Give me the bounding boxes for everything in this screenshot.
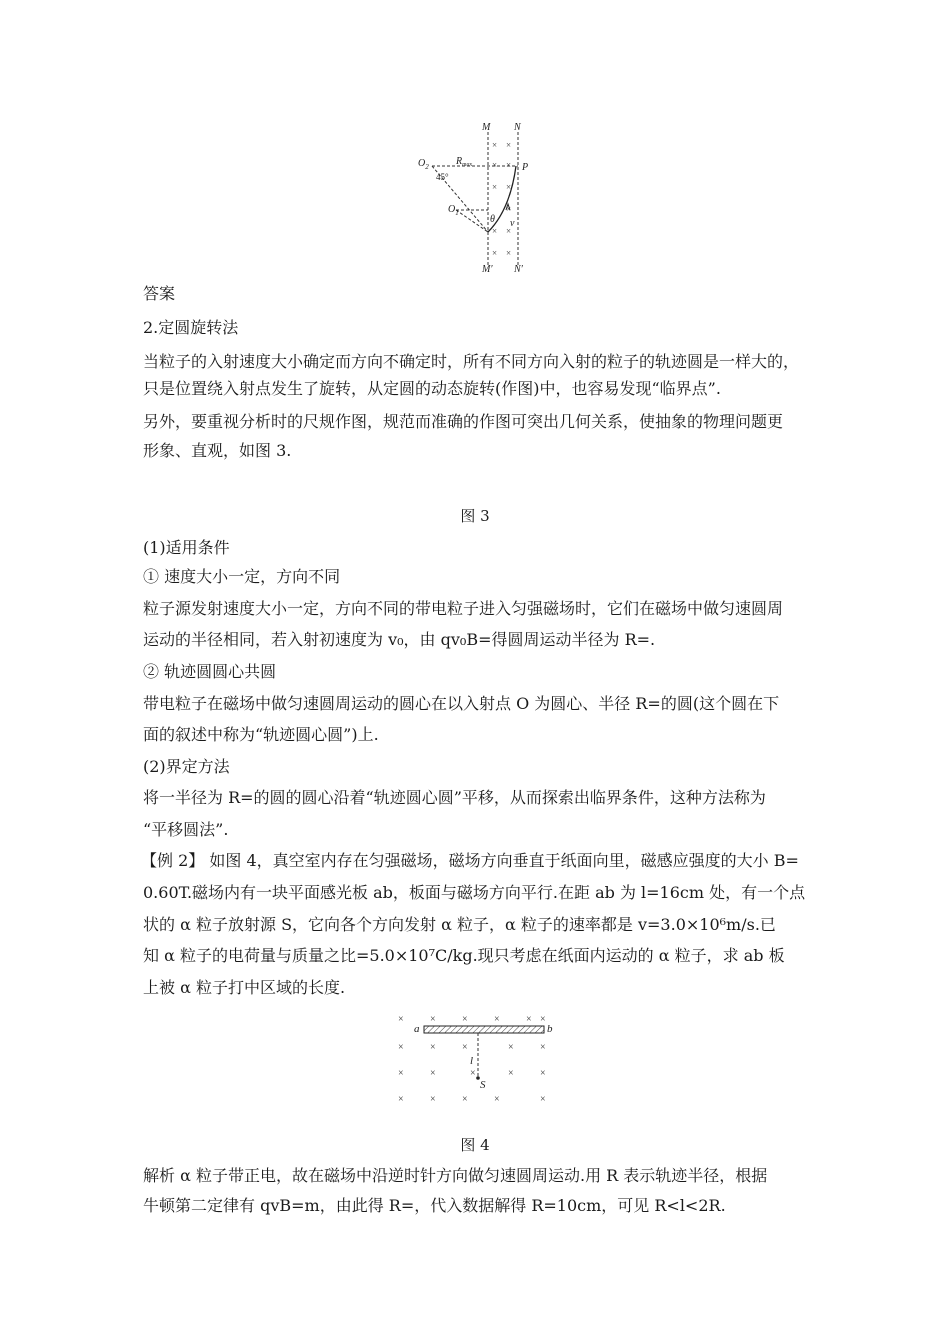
svg-text:×: × (508, 1068, 514, 1079)
svg-text:×: × (462, 1014, 468, 1025)
label-S: S (480, 1079, 486, 1091)
label-b: b (547, 1023, 553, 1035)
example-line: 0.60T.磁场内有一块平面感光板 ab，板面与磁场方向平行.在距 ab 为 l=16cm 处，有一个点 (143, 883, 806, 902)
label-l: l (470, 1055, 474, 1067)
svg-text:×: × (540, 1042, 546, 1053)
svg-text:×: × (492, 160, 498, 170)
paragraph-line: 粒子源发射速度大小一定，方向不同的带电粒子进入匀强磁场时，它们在磁场中做匀速圆周 (143, 599, 784, 618)
svg-text:×: × (494, 1094, 500, 1105)
svg-text:×: × (492, 140, 498, 150)
svg-text:×: × (492, 182, 498, 192)
label-theta: θ (490, 214, 495, 225)
svg-text:×: × (494, 1014, 500, 1025)
svg-text:×: × (398, 1042, 404, 1053)
svg-text:×: × (540, 1094, 546, 1105)
label-Nprime: N′ (514, 264, 523, 275)
svg-text:×: × (506, 182, 512, 192)
label-Rmax: $R_{max}$ (456, 156, 473, 168)
svg-text:×: × (430, 1094, 436, 1105)
paragraph-line: “平移圆法”. (143, 820, 229, 839)
paragraph-line: 另外，要重视分析时的尺规作图，规范而准确的作图可突出几何关系，使抽象的物理问题更 (143, 412, 784, 431)
svg-text:×: × (540, 1014, 546, 1025)
section-heading: 2.定圆旋转法 (143, 318, 239, 337)
example-line: 上被 α 粒子打中区域的长度. (143, 978, 346, 997)
svg-text:×: × (506, 226, 512, 236)
label-P: P (522, 162, 529, 173)
label-a: a (414, 1023, 420, 1035)
svg-text:×: × (398, 1094, 404, 1105)
condition-1: ① 速度大小一定，方向不同 (143, 567, 341, 586)
label-O2: $O_2$ (418, 158, 429, 171)
svg-text:×: × (506, 160, 512, 170)
paragraph-line: 面的叙述中称为“轨迹圆心圆”)上. (143, 725, 379, 744)
svg-text:×: × (492, 226, 498, 236)
label-O1: $O_1$ (448, 204, 459, 217)
svg-text:×: × (430, 1042, 436, 1053)
svg-text:×: × (540, 1068, 546, 1079)
paragraph-line: 当粒子的入射速度大小确定而方向不确定时，所有不同方向入射的粒子的轨迹圆是一样大的， (143, 352, 800, 371)
svg-text:×: × (398, 1014, 404, 1025)
svg-text:×: × (398, 1068, 404, 1079)
svg-text:×: × (430, 1014, 436, 1025)
paragraph-line: 只是位置绕入射点发生了旋转，从定圆的动态旋转(作图)中，也容易发现“临界点”. (143, 379, 721, 398)
solution-line: 牛顿第二定律有 qvB=m，由此得 R=，代入数据解得 R=10cm，可见 R<l<2R. (143, 1196, 726, 1215)
svg-text:×: × (462, 1094, 468, 1105)
condition-2: ② 轨迹圆圆心共圆 (143, 662, 277, 681)
label-45deg: 45° (436, 172, 449, 182)
answer-label: 答案 (143, 284, 176, 303)
condition-title: (1)适用条件 (143, 538, 230, 557)
figure-4-caption: 图 4 (460, 1136, 490, 1154)
svg-text:×: × (506, 204, 512, 214)
svg-text:×: × (492, 248, 498, 258)
label-M: M (482, 122, 491, 133)
svg-text:×: × (506, 248, 512, 258)
svg-text:×: × (508, 1042, 514, 1053)
paragraph-line: 将一半径为 R=的圆的圆心沿着“轨迹圆心圆”平移，从而探索出临界条件，这种方法称为 (143, 788, 766, 807)
figure-3-caption: 图 3 (460, 507, 490, 525)
svg-text:×: × (526, 1014, 532, 1025)
svg-text:×: × (506, 140, 512, 150)
svg-text:×: × (462, 1042, 468, 1053)
example-line: 状的 α 粒子放射源 S，它向各个方向发射 α 粒子，α 粒子的速率都是 v=3.0×10⁶m/s.已 (143, 915, 776, 934)
label-Mprime: M′ (482, 264, 493, 275)
plate-ab (424, 1026, 544, 1033)
example-line: 知 α 粒子的电荷量与质量之比=5.0×10⁷C/kg.现只考虑在纸面内运动的 α 粒子，求 ab 板 (143, 946, 785, 965)
paragraph-line: 带电粒子在磁场中做匀速圆周运动的圆心在以入射点 O 为圆心、半径 R=的圆(这个圆在下 (143, 694, 780, 713)
solution-line: 解析 α 粒子带正电，故在磁场中沿逆时针方向做匀速圆周运动.用 R 表示轨迹半径，根据 (143, 1166, 768, 1185)
label-v: v (510, 218, 515, 229)
paragraph-line: 形象、直观，如图 3. (143, 441, 292, 460)
label-N: N (514, 122, 521, 133)
svg-text:×: × (430, 1068, 436, 1079)
example-line: 【例 2】 如图 4，真空室内存在匀强磁场，磁场方向垂直于纸面向里，磁感应强度的大小 B= (141, 851, 799, 870)
method-title: (2)界定方法 (143, 757, 230, 776)
paragraph-line: 运动的半径相同，若入射初速度为 v₀，由 qv₀B=得圆周运动半径为 R=. (143, 630, 656, 649)
figure-4 (390, 1008, 565, 1108)
figure-magnetic-strip (410, 120, 550, 275)
svg-text:×: × (470, 1068, 476, 1079)
